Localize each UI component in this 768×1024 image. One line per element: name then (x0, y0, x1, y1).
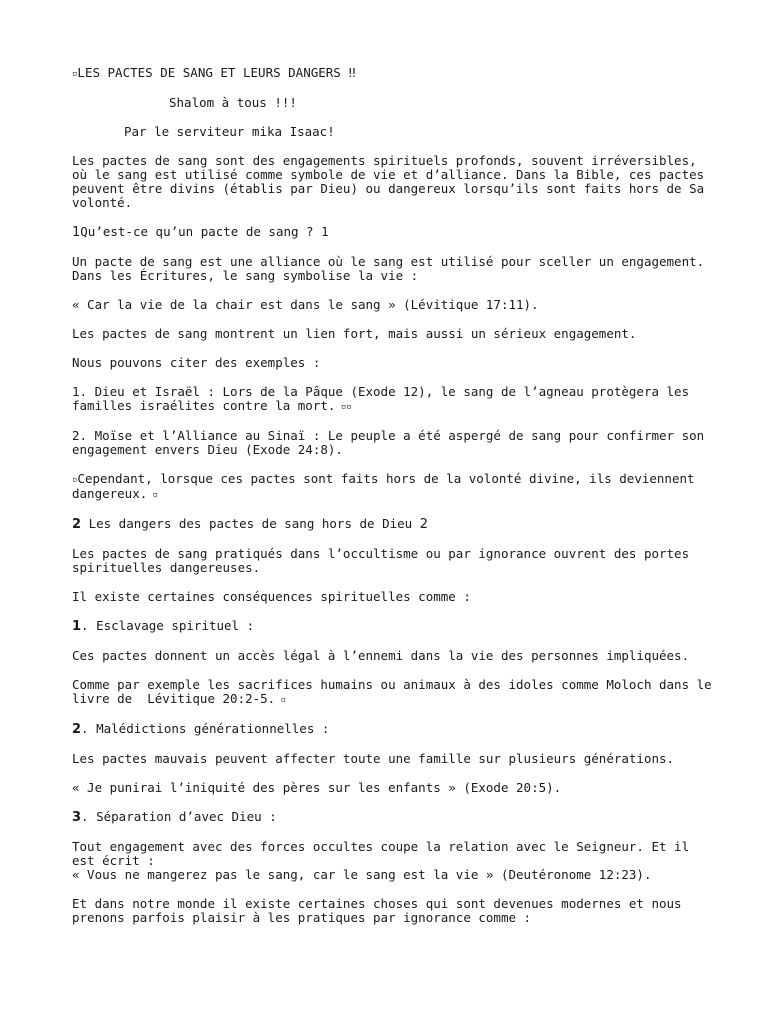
closing-paragraph: Et dans notre monde il existe certaines choses qui sont devenues modernes et nous prenons parfois plaisir à les pratiques par ignorance comme : (72, 896, 690, 925)
item-3-quote: « Vous ne mangerez pas le sang, car le sang est la vie » (Deutéronome 12:23). (72, 867, 652, 882)
section1-paragraph-1: Un pacte de sang est une alliance où le sang est utilisé pour sceller un engagement. Dans les Écritures, le sang symbolise la vie : (72, 254, 712, 283)
section1-paragraph-3: Nous pouvons citer des exemples : (72, 355, 321, 370)
item-3-heading-text: . Séparation d’avec Dieu : (81, 809, 277, 824)
item-1-heading-text: . Esclavage spirituel : (81, 618, 255, 633)
section1-heading (72, 225, 712, 240)
item-1-suffix-glyph: ▫ (275, 695, 287, 705)
section2-heading-text: Les dangers des pactes de sang hors de Dieu (81, 516, 420, 531)
item-1-paragraph-2-text: Comme par exemple les sacrifices humains ou animaux à des idoles comme Moloch dans le livre de Lévitique 20:2-5. (72, 677, 720, 706)
item-3-paragraph-1-text: Tout engagement avec des forces occultes coupe la relation avec le Seigneur. Et il est écrit : (72, 839, 697, 868)
item-2-heading (72, 722, 712, 737)
section2-suffix: 2 (419, 517, 428, 532)
author-line: Par le serviteur mika Isaac! (124, 124, 335, 139)
intro-paragraph: Les pactes de sang sont des engagements spirituels profonds, souvent irréversibles, où le sang est utilisé comme symbole de vie et d’alliance. Dans la Bible, ces pactes peuvent être divins (établis par Dieu) ou dangereux lorsqu’ils sont faits hors de Sa volonté. (72, 153, 712, 210)
warning-suffix-glyph: ▫ (147, 490, 159, 500)
section1-quote: « Car la vie de la chair est dans le sang » (Lévitique 17:11). (72, 297, 539, 312)
example-2: 2. Moïse et l’Alliance au Sinaï : Le peuple a été aspergé de sang pour confirmer son engagement envers Dieu (Exode 24:8). (72, 428, 712, 457)
section2-number: 2 (72, 517, 82, 532)
item-1-heading (72, 619, 712, 634)
item-1-number: 1 (72, 619, 82, 634)
title-bullet-glyph: ▫ (72, 69, 78, 79)
section2-heading (72, 517, 712, 532)
item-3-paragraph-1 (72, 840, 712, 882)
section1-number: 1 (72, 225, 81, 240)
item-3-number: 3 (72, 810, 82, 825)
item-2-heading-text: . Malédictions générationnelles : (81, 721, 330, 736)
example-1-text: 1. Dieu et Israël : Lors de la Pâque (Exode 12), le sang de l’agneau protègera les familles israélites contre la mort. (72, 384, 697, 413)
item-3-heading (72, 810, 712, 825)
example-1 (72, 385, 712, 414)
warning-paragraph (72, 472, 712, 502)
item-2-quote: « Je punirai l’iniquité des pères sur les enfants » (Exode 20:5). (72, 780, 562, 795)
title-text: LES PACTES DE SANG ET LEURS DANGERS ‼ (77, 65, 356, 80)
item-2-number: 2 (72, 722, 82, 737)
item-1-paragraph-2 (72, 677, 720, 707)
item-2-paragraph-1: Les pactes mauvais peuvent affecter toute une famille sur plusieurs générations. (72, 751, 675, 766)
document-title (72, 66, 712, 81)
warning-text: Cependant, lorsque ces pactes sont faits hors de la volonté divine, ils deviennent dangereux. (72, 471, 703, 501)
example-1-glyphs: ▫▫ (335, 402, 352, 412)
warning-bullet-glyph: ▫ (72, 475, 78, 485)
section1-heading-text: Qu’est-ce qu’un pacte de sang ? 1 (80, 224, 329, 239)
section2-paragraph-1: Les pactes de sang pratiqués dans l’occultisme ou par ignorance ouvrent des portes spirituelles dangereuses. (72, 546, 697, 575)
greeting: Shalom à tous !!! (169, 95, 297, 110)
item-1-paragraph-1: Ces pactes donnent un accès légal à l’ennemi dans la vie des personnes impliquées. (72, 648, 690, 663)
section2-paragraph-2: Il existe certaines conséquences spirituelles comme : (72, 589, 471, 604)
section1-paragraph-2: Les pactes de sang montrent un lien fort, mais aussi un sérieux engagement. (72, 326, 637, 341)
document-page (72, 65, 720, 940)
